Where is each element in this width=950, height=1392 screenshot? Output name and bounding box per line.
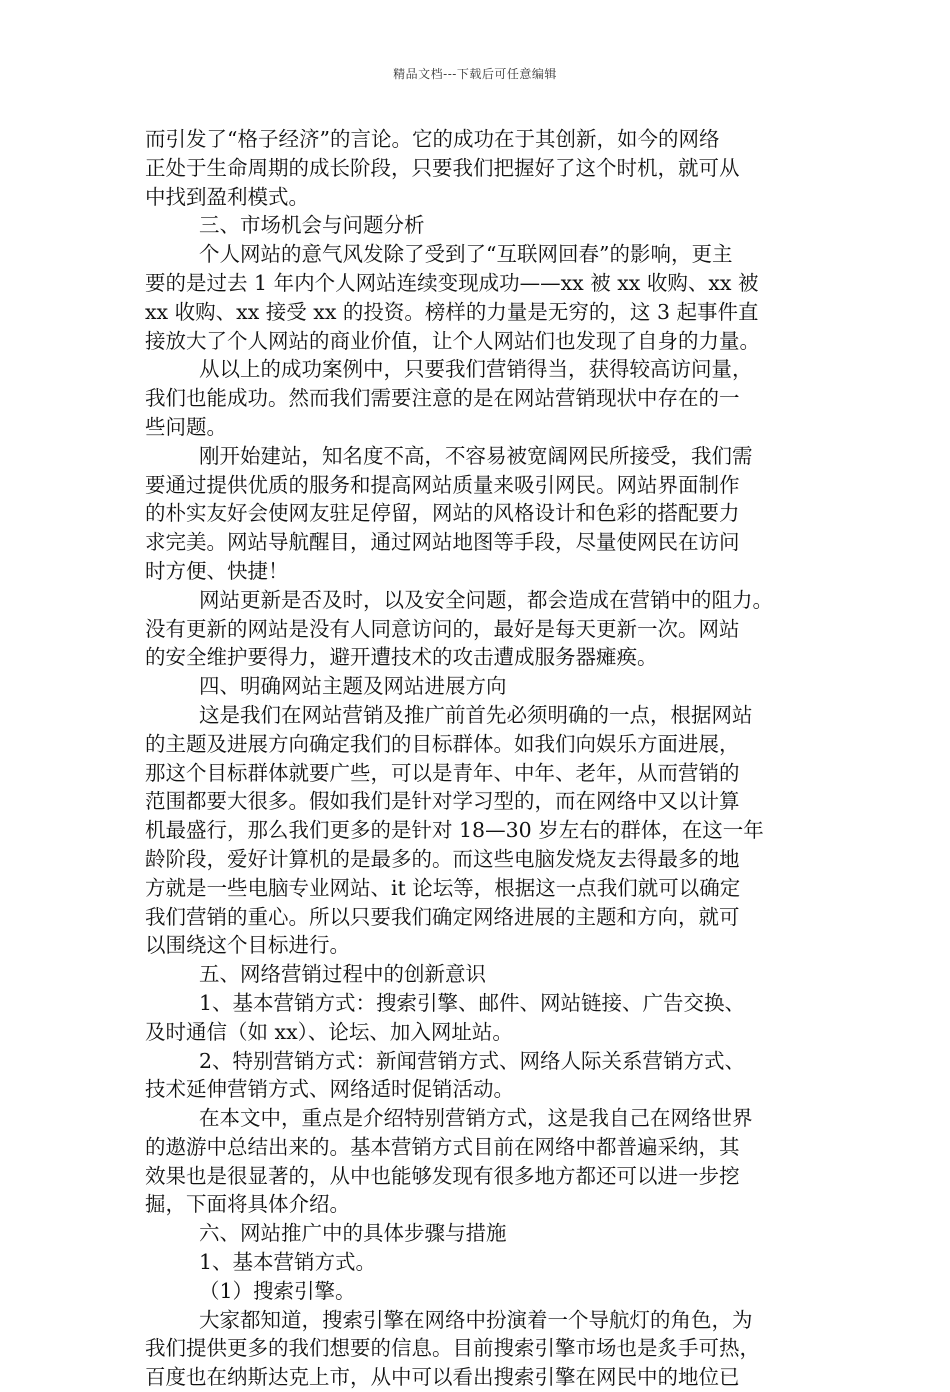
text-line: 的朴实友好会使网友驻足停留，网站的风格设计和色彩的搭配要力	[145, 501, 740, 526]
text-line: 四、明确网站主题及网站进展方向	[199, 674, 507, 699]
text-line: 没有更新的网站是没有人同意访问的，最好是每天更新一次。网站	[145, 616, 740, 641]
text-line: 我们营销的重心。所以只要我们确定网络进展的主题和方向，就可	[145, 904, 740, 929]
text-line: 中找到盈利模式。	[145, 184, 309, 209]
text-line: 要通过提供优质的服务和提高网站质量来吸引网民。网站界面制作	[145, 472, 740, 497]
text-line: 这是我们在网站营销及推广前首先必须明确的一点，根据网站	[199, 702, 753, 727]
text-line: 而引发了“格子经济”的言论。它的成功在于其创新，如今的网络	[145, 127, 720, 151]
text-line: 大家都知道，搜索引擎在网络中扮演着一个导航灯的角色，为	[199, 1307, 753, 1332]
text-line: 我们提供更多的我们想要的信息。目前搜索引擎市场也是炙手可热，	[145, 1336, 760, 1361]
text-line: 我们也能成功。然而我们需要注意的是在网站营销现状中存在的一	[145, 386, 740, 411]
text-line: 范围都要大很多。假如我们是针对学习型的，而在网络中又以计算	[145, 789, 740, 814]
text-line: 技术延伸营销方式、网络适时促销活动。	[145, 1077, 514, 1102]
text-line: 要的是过去 1 年内个人网站连续变现成功——xx 被 xx 收购、xx 被	[145, 270, 759, 295]
text-line: 求完美。网站导航醒目，通过网站地图等手段，尽量使网民在访问	[145, 530, 740, 555]
text-line: （1）搜索引擎。	[199, 1278, 356, 1303]
text-line: 机最盛行，那么我们更多的是针对 18—30 岁左右的群体，在这一年	[145, 818, 764, 843]
text-line: 刚开始建站，知名度不高，不容易被宽阔网民所接受，我们需	[199, 443, 753, 468]
text-line: 在本文中，重点是介绍特别营销方式，这是我自己在网络世界	[199, 1106, 753, 1131]
text-line: 及时通信（如 xx）、论坛、加入网址站。	[145, 1019, 513, 1044]
text-line: 从以上的成功案例中，只要我们营销得当，获得较高访问量，	[199, 357, 753, 382]
text-line: 那这个目标群体就要广些，可以是青年、中年、老年，从而营销的	[145, 760, 740, 785]
text-line: 接放大了个人网站的商业价值，让个人网站们也发现了自身的力量。	[145, 328, 760, 353]
text-line: 五、网络营销过程中的创新意识	[199, 962, 486, 987]
text-line: 掘，下面将具体介绍。	[145, 1192, 350, 1217]
text-line: 龄阶段，爱好计算机的是最多的。而这些电脑发烧友去得最多的地	[145, 846, 740, 871]
text-line: xx 收购、xx 接受 xx 的投资。榜样的力量是无穷的，这 3 起事件直	[145, 299, 759, 324]
page-header: 精品文档---下载后可任意编辑	[393, 67, 557, 81]
text-line: 些问题。	[145, 414, 227, 439]
text-line: 1、基本营销方式：搜索引擎、邮件、网站链接、广告交换、	[199, 990, 746, 1015]
text-line: 的遨游中总结出来的。基本营销方式目前在网络中都普遍采纳，其	[145, 1134, 740, 1159]
text-line: 六、网站推广中的具体步骤与措施	[199, 1221, 507, 1246]
text-line: 方就是一些电脑专业网站、it 论坛等，根据这一点我们就可以确定	[145, 875, 741, 900]
text-line: 时方便、快捷！	[145, 558, 289, 583]
document-body	[145, 125, 820, 1392]
text-line: 个人网站的意气风发除了受到了“互联网回春”的影响，更主	[199, 242, 733, 267]
text-line: 以围绕这个目标进行。	[145, 933, 350, 958]
text-line: 三、市场机会与问题分析	[199, 213, 425, 238]
text-line: 的主题及进展方向确定我们的目标群体。如我们向娱乐方面进展，	[145, 731, 740, 756]
text-line: 1、基本营销方式。	[199, 1250, 377, 1275]
text-line: 的安全维护要得力，避开遭技术的攻击遭成服务器瘫痪。	[145, 645, 658, 670]
text-line: 2、特别营销方式：新闻营销方式、网络人际关系营销方式、	[199, 1048, 746, 1073]
text-line: 效果也是很显著的，从中也能够发现有很多地方都还可以进一步挖	[145, 1163, 740, 1188]
text-line: 网站更新是否及时，以及安全问题，都会造成在营销中的阻力。	[199, 587, 773, 612]
text-line: 百度也在纳斯达克上市，从中可以看出搜索引擎在网民中的地位已	[145, 1365, 740, 1390]
text-line: 正处于生命周期的成长阶段，只要我们把握好了这个时机，就可从	[145, 155, 740, 180]
